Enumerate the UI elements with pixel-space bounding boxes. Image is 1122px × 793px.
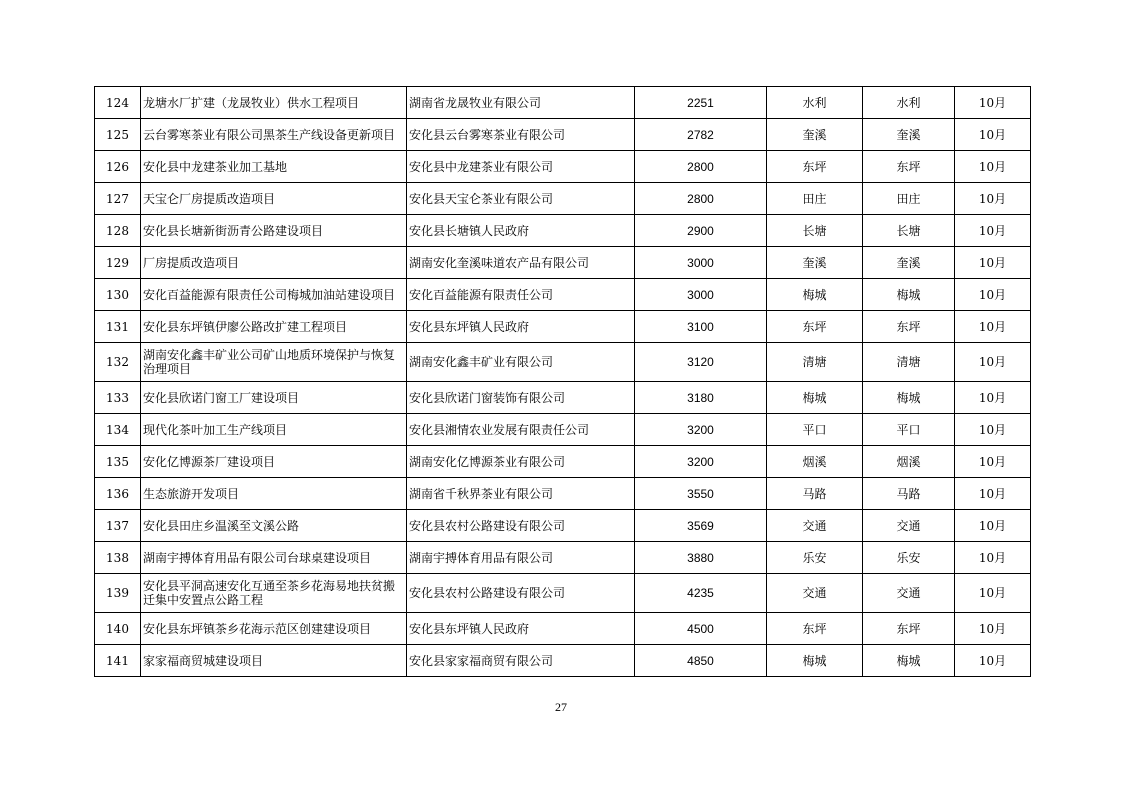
month-cell: 10月 bbox=[955, 119, 1031, 151]
row-number-cell: 125 bbox=[95, 119, 141, 151]
responsible-unit-cell: 安化县天宝仑茶业有限公司 bbox=[407, 183, 635, 215]
page-number: 27 bbox=[555, 700, 567, 714]
responsible-unit-cell: 安化县长塘镇人民政府 bbox=[407, 215, 635, 247]
row-number-cell: 129 bbox=[95, 247, 141, 279]
row-number-cell: 127 bbox=[95, 183, 141, 215]
row-number-cell: 128 bbox=[95, 215, 141, 247]
responsible-department-cell: 平口 bbox=[863, 414, 955, 446]
month-cell: 10月 bbox=[955, 279, 1031, 311]
investment-amount-cell: 3100 bbox=[635, 311, 767, 343]
responsible-department-cell: 烟溪 bbox=[863, 446, 955, 478]
project-table bbox=[94, 86, 1031, 677]
project-name-cell: 家家福商贸城建设项目 bbox=[141, 645, 407, 677]
table-row bbox=[95, 87, 1031, 119]
row-number-cell: 138 bbox=[95, 542, 141, 574]
location-cell: 奎溪 bbox=[767, 119, 863, 151]
project-name-cell: 安化县长塘新街沥青公路建设项目 bbox=[141, 215, 407, 247]
investment-amount-cell: 3180 bbox=[635, 382, 767, 414]
table-row bbox=[95, 183, 1031, 215]
table-row bbox=[95, 645, 1031, 677]
investment-amount-cell: 3000 bbox=[635, 279, 767, 311]
table-row bbox=[95, 542, 1031, 574]
project-name-cell: 云台雾寒茶业有限公司黑茶生产线设备更新项目 bbox=[141, 119, 407, 151]
investment-amount-cell: 3550 bbox=[635, 478, 767, 510]
row-number-cell: 141 bbox=[95, 645, 141, 677]
responsible-unit-cell: 湖南省千秋界茶业有限公司 bbox=[407, 478, 635, 510]
location-cell: 交通 bbox=[767, 574, 863, 613]
month-cell: 10月 bbox=[955, 645, 1031, 677]
month-cell: 10月 bbox=[955, 247, 1031, 279]
responsible-unit-cell: 湖南安化奎溪味道农产品有限公司 bbox=[407, 247, 635, 279]
investment-amount-cell: 3569 bbox=[635, 510, 767, 542]
project-name-cell: 安化亿博源茶厂建设项目 bbox=[141, 446, 407, 478]
responsible-unit-cell: 湖南宇搏体育用品有限公司 bbox=[407, 542, 635, 574]
row-number-cell: 124 bbox=[95, 87, 141, 119]
responsible-unit-cell: 湖南安化亿博源茶业有限公司 bbox=[407, 446, 635, 478]
row-number-cell: 126 bbox=[95, 151, 141, 183]
row-number-cell: 135 bbox=[95, 446, 141, 478]
row-number-cell: 133 bbox=[95, 382, 141, 414]
responsible-unit-cell: 安化县农村公路建设有限公司 bbox=[407, 574, 635, 613]
investment-amount-cell: 4500 bbox=[635, 613, 767, 645]
project-name-cell: 安化县中龙建茶业加工基地 bbox=[141, 151, 407, 183]
table-row bbox=[95, 311, 1031, 343]
location-cell: 东坪 bbox=[767, 613, 863, 645]
responsible-unit-cell: 安化县东坪镇人民政府 bbox=[407, 613, 635, 645]
responsible-department-cell: 乐安 bbox=[863, 542, 955, 574]
month-cell: 10月 bbox=[955, 613, 1031, 645]
table-row bbox=[95, 151, 1031, 183]
investment-amount-cell: 2251 bbox=[635, 87, 767, 119]
month-cell: 10月 bbox=[955, 574, 1031, 613]
row-number-cell: 132 bbox=[95, 343, 141, 382]
location-cell: 梅城 bbox=[767, 645, 863, 677]
row-number-cell: 131 bbox=[95, 311, 141, 343]
investment-amount-cell: 4235 bbox=[635, 574, 767, 613]
location-cell: 奎溪 bbox=[767, 247, 863, 279]
investment-amount-cell: 3200 bbox=[635, 414, 767, 446]
table-row bbox=[95, 478, 1031, 510]
table-row bbox=[95, 343, 1031, 382]
month-cell: 10月 bbox=[955, 510, 1031, 542]
responsible-department-cell: 梅城 bbox=[863, 645, 955, 677]
responsible-unit-cell: 安化县欣诺门窗装饰有限公司 bbox=[407, 382, 635, 414]
investment-amount-cell: 3880 bbox=[635, 542, 767, 574]
responsible-unit-cell: 安化县农村公路建设有限公司 bbox=[407, 510, 635, 542]
investment-amount-cell: 3120 bbox=[635, 343, 767, 382]
responsible-unit-cell: 湖南省龙晟牧业有限公司 bbox=[407, 87, 635, 119]
month-cell: 10月 bbox=[955, 183, 1031, 215]
table-row bbox=[95, 613, 1031, 645]
location-cell: 长塘 bbox=[767, 215, 863, 247]
row-number-cell: 130 bbox=[95, 279, 141, 311]
project-name-cell: 生态旅游开发项目 bbox=[141, 478, 407, 510]
responsible-unit-cell: 湖南安化鑫丰矿业有限公司 bbox=[407, 343, 635, 382]
project-name-cell: 现代化茶叶加工生产线项目 bbox=[141, 414, 407, 446]
project-name-cell: 安化县田庄乡温溪至文溪公路 bbox=[141, 510, 407, 542]
location-cell: 烟溪 bbox=[767, 446, 863, 478]
month-cell: 10月 bbox=[955, 343, 1031, 382]
location-cell: 梅城 bbox=[767, 382, 863, 414]
responsible-department-cell: 奎溪 bbox=[863, 247, 955, 279]
table-row bbox=[95, 382, 1031, 414]
month-cell: 10月 bbox=[955, 151, 1031, 183]
location-cell: 东坪 bbox=[767, 311, 863, 343]
project-name-cell: 安化县平洞高速安化互通至茶乡花海易地扶贫搬迁集中安置点公路工程 bbox=[141, 574, 407, 613]
responsible-department-cell: 东坪 bbox=[863, 151, 955, 183]
table-row bbox=[95, 574, 1031, 613]
investment-amount-cell: 2800 bbox=[635, 183, 767, 215]
responsible-department-cell: 东坪 bbox=[863, 311, 955, 343]
row-number-cell: 136 bbox=[95, 478, 141, 510]
table-row bbox=[95, 247, 1031, 279]
investment-amount-cell: 3200 bbox=[635, 446, 767, 478]
table-row bbox=[95, 510, 1031, 542]
responsible-unit-cell: 安化县家家福商贸有限公司 bbox=[407, 645, 635, 677]
location-cell: 马路 bbox=[767, 478, 863, 510]
table-body bbox=[95, 87, 1031, 677]
investment-amount-cell: 2782 bbox=[635, 119, 767, 151]
month-cell: 10月 bbox=[955, 414, 1031, 446]
project-name-cell: 安化县东坪镇伊廖公路改扩建工程项目 bbox=[141, 311, 407, 343]
row-number-cell: 134 bbox=[95, 414, 141, 446]
table-row bbox=[95, 414, 1031, 446]
table-row bbox=[95, 446, 1031, 478]
responsible-department-cell: 马路 bbox=[863, 478, 955, 510]
project-name-cell: 安化县欣诺门窗工厂建设项目 bbox=[141, 382, 407, 414]
project-name-cell: 龙塘水厂扩建（龙晟牧业）供水工程项目 bbox=[141, 87, 407, 119]
investment-amount-cell: 4850 bbox=[635, 645, 767, 677]
table-row bbox=[95, 215, 1031, 247]
month-cell: 10月 bbox=[955, 311, 1031, 343]
responsible-unit-cell: 安化县湘情农业发展有限责任公司 bbox=[407, 414, 635, 446]
month-cell: 10月 bbox=[955, 446, 1031, 478]
month-cell: 10月 bbox=[955, 215, 1031, 247]
responsible-department-cell: 交通 bbox=[863, 510, 955, 542]
month-cell: 10月 bbox=[955, 382, 1031, 414]
responsible-department-cell: 水利 bbox=[863, 87, 955, 119]
project-name-cell: 安化百益能源有限责任公司梅城加油站建设项目 bbox=[141, 279, 407, 311]
row-number-cell: 139 bbox=[95, 574, 141, 613]
location-cell: 水利 bbox=[767, 87, 863, 119]
responsible-department-cell: 清塘 bbox=[863, 343, 955, 382]
project-name-cell: 天宝仑厂房提质改造项目 bbox=[141, 183, 407, 215]
responsible-department-cell: 长塘 bbox=[863, 215, 955, 247]
location-cell: 田庄 bbox=[767, 183, 863, 215]
location-cell: 平口 bbox=[767, 414, 863, 446]
project-name-cell: 安化县东坪镇茶乡花海示范区创建建设项目 bbox=[141, 613, 407, 645]
table-row bbox=[95, 279, 1031, 311]
responsible-unit-cell: 安化县东坪镇人民政府 bbox=[407, 311, 635, 343]
responsible-department-cell: 交通 bbox=[863, 574, 955, 613]
location-cell: 乐安 bbox=[767, 542, 863, 574]
responsible-unit-cell: 安化县中龙建茶业有限公司 bbox=[407, 151, 635, 183]
responsible-department-cell: 梅城 bbox=[863, 382, 955, 414]
month-cell: 10月 bbox=[955, 542, 1031, 574]
responsible-department-cell: 田庄 bbox=[863, 183, 955, 215]
responsible-department-cell: 梅城 bbox=[863, 279, 955, 311]
month-cell: 10月 bbox=[955, 87, 1031, 119]
project-name-cell: 湖南宇搏体育用品有限公司台球桌建设项目 bbox=[141, 542, 407, 574]
investment-amount-cell: 2900 bbox=[635, 215, 767, 247]
responsible-unit-cell: 安化百益能源有限责任公司 bbox=[407, 279, 635, 311]
responsible-department-cell: 奎溪 bbox=[863, 119, 955, 151]
project-name-cell: 厂房提质改造项目 bbox=[141, 247, 407, 279]
investment-amount-cell: 2800 bbox=[635, 151, 767, 183]
location-cell: 交通 bbox=[767, 510, 863, 542]
row-number-cell: 137 bbox=[95, 510, 141, 542]
row-number-cell: 140 bbox=[95, 613, 141, 645]
project-name-cell: 湖南安化鑫丰矿业公司矿山地质环境保护与恢复治理项目 bbox=[141, 343, 407, 382]
investment-amount-cell: 3000 bbox=[635, 247, 767, 279]
location-cell: 清塘 bbox=[767, 343, 863, 382]
location-cell: 东坪 bbox=[767, 151, 863, 183]
month-cell: 10月 bbox=[955, 478, 1031, 510]
location-cell: 梅城 bbox=[767, 279, 863, 311]
responsible-department-cell: 东坪 bbox=[863, 613, 955, 645]
table-row bbox=[95, 119, 1031, 151]
responsible-unit-cell: 安化县云台雾寒茶业有限公司 bbox=[407, 119, 635, 151]
